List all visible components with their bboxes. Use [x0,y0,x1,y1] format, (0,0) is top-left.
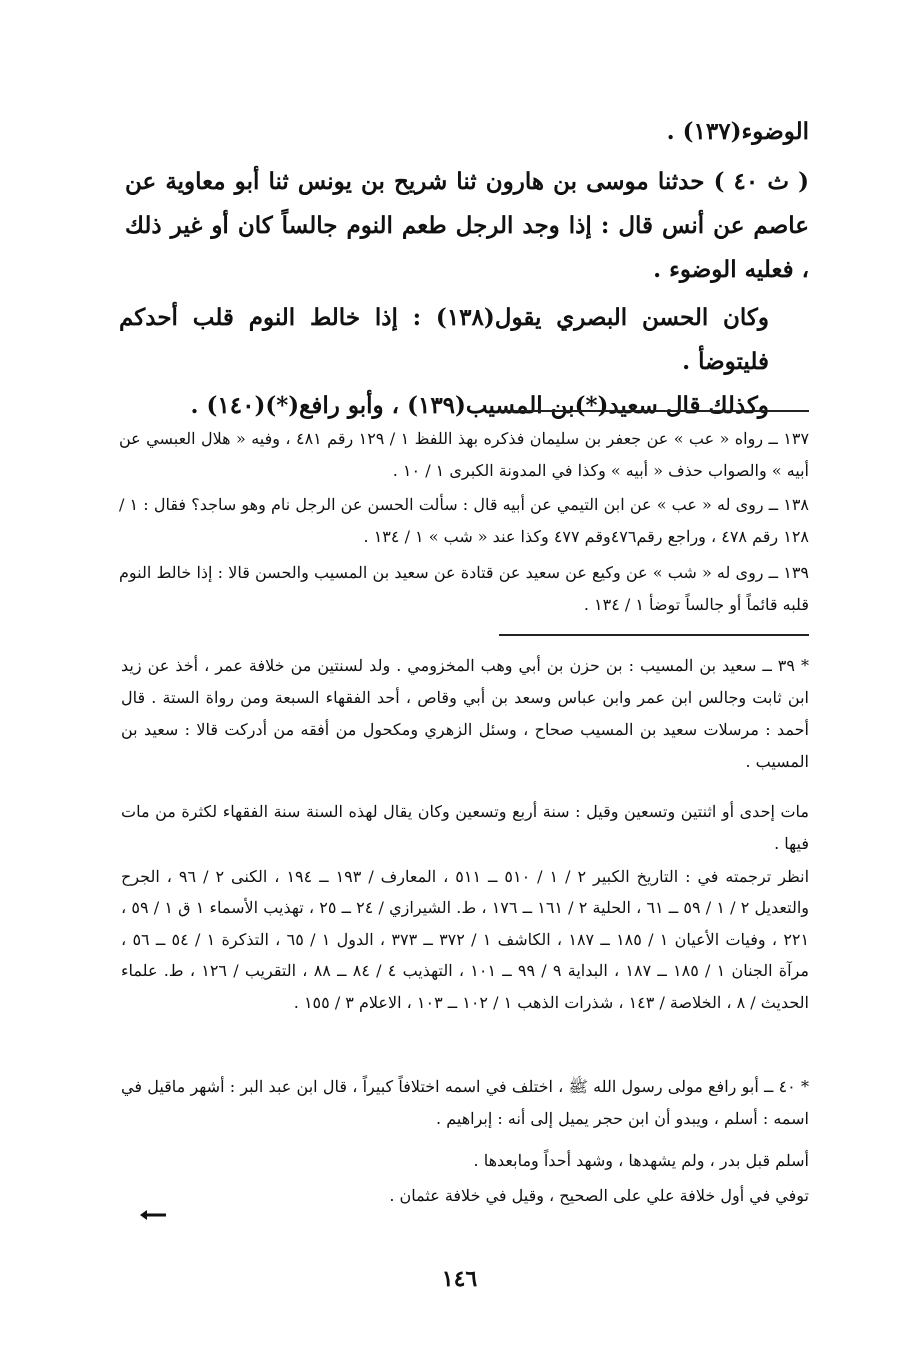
main-text-said-line: وكذلك قال سعيد(*)بن المسيب(١٣٩) ، وأبو رافع(*)(١٤٠) . [190,392,769,419]
footnote-divider [499,410,809,412]
page-number: ١٤٦ [441,1266,478,1292]
biography-40-death: توفي في أول خلافة علي على الصحيح ، وقيل في خلافة عثمان . [389,1186,809,1205]
continuation-arrow-icon [138,1208,168,1222]
biography-39-intro: * ٣٩ ــ سعيد بن المسيب : بن حزن بن أبي وهب المخزومي . ولد لسنتين من خلافة عمر ، أخذ عن زيد ابن ثابت وجالس ابن عمر وابن عباس وسعد بن أبي وقاص ، أحد الفقهاء السبعة ومن رواة الستة . قال أحمد : مرسلات سعيد بن المسيب صحاح ، وسئل الزهري ومكحول من أفقه من أدركت قالا : سعيد بن المسيب . [121,656,810,771]
biography-39-references: انظر ترجمته في : التاريخ الكبير ٢ / ١ / ٥١٠ ــ ٥١١ ، المعارف / ١٩٣ ــ ١٩٤ ، الكنى ٢ / ٩٦ ، الجرح والتعديل ٢ / ١ / ٥٩ ــ ٦١ ، الحلية ٢ / ١٦١ ــ ١٧٦ ، ط. الشيرازي / ٢٤ ــ ٢٥ ، تهذيب الأسماء ١ ق ١ / ٥٩ ، ٢٢١ ، وفيات الأعيان ١ / ١٨٥ ــ ١٨٧ ، الكاشف ١ / ٣٧٢ ــ ٣٧٣ ، الدول ١ / ٦٥ ، التذكرة ١ / ٥٤ ــ ٥٦ ، مرآة الجنان ١ / ١٨٥ ــ ١٨٧ ، البداية ٩ / ٩٩ ــ ١٠١ ، التهذيب ٤ / ٨٤ ــ ٨٨ ، التقريب / ١٢٦ ، ط. علماء الحديث / ٨ ، الخلاصة / ١٤٣ ، شذرات الذهب ١ / ١٠٢ ــ ١٠٣ ، الاعلام ٣ / ١٥٥ . [121,867,810,1012]
footnote-138: ١٣٨ ــ روى له « عب » عن ابن التيمي عن أبيه قال : سألت الحسن عن الرجل نام وهو ساجد؟ فقال : ١ / ١٢٨ رقم ٤٧٨ ، وراجع رقم٤٧٦وقم ٤٧٧ وكذا عند « شب » ١ / ١٣٤ . [119,495,810,546]
main-text-hasan-line: وكان الحسن البصري يقول(١٣٨) : إذا خالط النوم قلب أحدكم فليتوضأ . [119,304,769,375]
biography-40-intro: * ٤٠ ــ أبو رافع مولى رسول الله ﷺ ، اختلف في اسمه اختلافاً كبيراً ، قال ابن عبد البر : أشهر ماقيل في اسمه : أسلم ، ويبدو أن ابن حجر يميل إلى أنه : إبراهيم . [121,1077,809,1128]
footnote-139: ١٣٩ ــ روى له « شب » عن وكيع عن سعيد عن قتادة عن سعيد بن المسيب والحسن قالا : إذا خالط النوم قلبه قائماً أو جالساً توضأ ١ / ١٣٤ . [119,563,809,614]
biography-divider [499,634,809,636]
biography-40-islam: أسلم قبل بدر ، ولم يشهدها ، وشهد أحداً ومابعدها . [473,1151,809,1170]
main-text-opening-line: الوضوء(١٣٧) . [666,118,809,145]
main-text-hasan-paragraph [119,296,769,428]
main-text-hadith-paragraph: ( ث ٤٠ ) حدثنا موسى بن هارون ثنا شريح بن يونس ثنا أبو معاوية عن عاصم عن أنس قال : إذا وجد الرجل طعم النوم جالساً كان أو غير ذلك ، فعليه الوضوء . [125,168,809,283]
biography-39-death: مات إحدى أو اثنتين وتسعين وقيل : سنة أربع وتسعين وكان يقال لهذه السنة سنة الفقهاء لكثرة من مات فيها . [121,802,810,853]
footnote-137: ١٣٧ ــ رواه « عب » عن جعفر بن سليمان فذكره بهذ اللفظ ١ / ١٢٩ رقم ٤٨١ ، وفيه « هلال العبسي عن أبيه » والصواب حذف « أبيه » وكذا في المدونة الكبرى ١ / ١٠ . [119,429,810,480]
